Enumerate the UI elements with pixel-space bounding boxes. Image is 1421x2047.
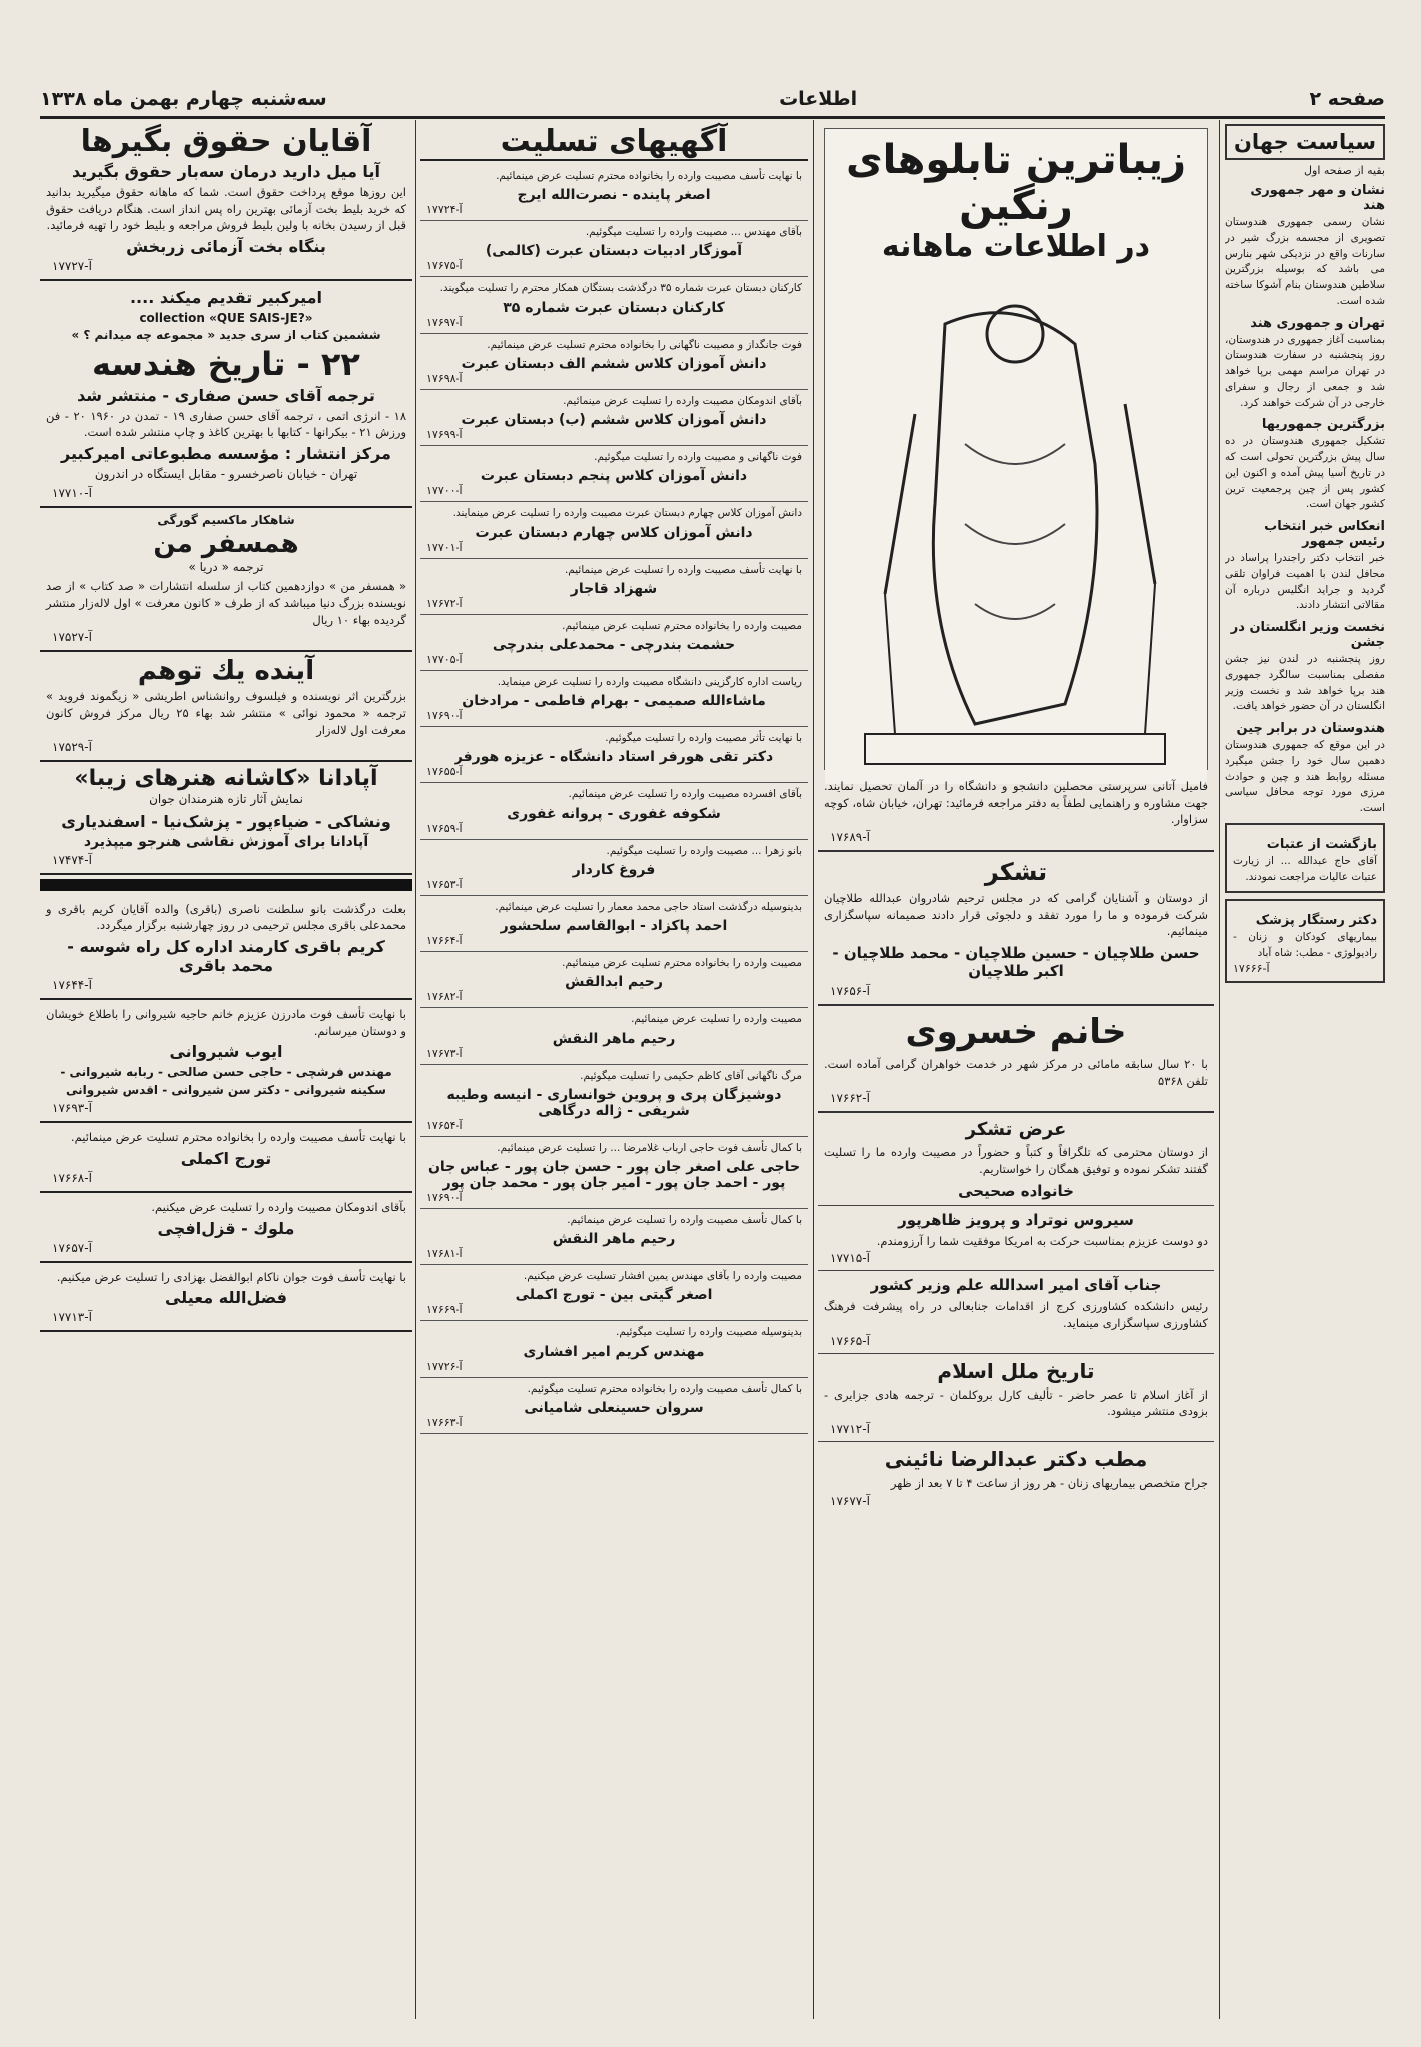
- ad-code: آ-۱۷۶۹۰: [426, 709, 463, 723]
- notice-text: با کمال تأسف مصیبت وارده را بخانواده محترم تسلیت میگوئیم.: [527, 1382, 802, 1395]
- condolence-notice: [420, 952, 808, 1008]
- ad-signer: بنگاه بخت آزمائی زربخش: [126, 237, 326, 257]
- ad-lead: امیرکبیر تقدیم میکند ....: [129, 288, 323, 308]
- notice-text: مصیبت وارده را تسلیت عرض مینمائیم.: [631, 1013, 802, 1026]
- advertisements-column: [40, 120, 412, 2019]
- feature-column: [818, 120, 1214, 2019]
- notice-body: آقای حاج عبدالله ... از زیارت عتبات عالیات مراجعت نمودند.: [1233, 854, 1377, 883]
- notice-signer: تورج اکملی: [180, 1148, 272, 1168]
- ad-text: بزرگترین اثر نویسنده و فیلسوف روانشناس اطریشی « زیگموند فروید » ترجمه « محمود نوائی » منتشر شد بهاء ۲۵ ریال مرکز فروش کانون معرفت اول لاله‌زار: [46, 689, 407, 737]
- gallery-title: آپادانا «کاشانه هنرهای زیبا»: [74, 766, 378, 792]
- notice-signer: کریم باقری کارمند اداره کل راه شوسه - محمد باقری: [67, 937, 385, 976]
- condolence-notice: [420, 165, 808, 221]
- notice-block: [818, 1447, 1214, 1508]
- world-politics-title: سیاست جهان: [1225, 124, 1385, 160]
- condolence-notice: [420, 446, 808, 502]
- book-ad-companion: [40, 508, 412, 653]
- ad-code: آ-۱۷۶۹۷: [426, 315, 463, 329]
- notice-text: بآقای افسرده مصیبت وارده را تسلیت عرض مینمائیم.: [568, 788, 802, 801]
- notice-signer: اصغر گیتی بین - تورج اکملی: [515, 1287, 713, 1304]
- divider: [818, 1270, 1214, 1271]
- ad-code: آ-۱۷۶۶۳: [426, 1415, 463, 1429]
- publisher-line: مرکز انتشار : مؤسسه مطبوعاتی امیرکبیر: [61, 444, 391, 464]
- publisher-address: تهران - خیابان ناصرخسرو - مقابل ایستگاه در اندرون: [94, 467, 358, 482]
- book-ad-geometry: [40, 281, 412, 508]
- ad-text: ۱۸ - انرژی اتمی ، ترجمه آقای حسن صفاری ۱۹ - تمدن در ۱۹۶۰ ۲۰ - فن ورزش ۲۱ - بیکرانها - کتابها با بهترین کاغذ و چاپ منتشر شده است.: [46, 408, 406, 440]
- ad-code: آ-۱۷۶۸۲: [426, 990, 463, 1004]
- notice-text: فوت ناگهانی و مصیبت وارده را تسلیت میگوئیم.: [594, 451, 802, 464]
- illustration-panel: [824, 128, 1208, 770]
- notice-text: بآقای مهندس ... مصیبت وارده را تسلیت میگوئیم.: [585, 226, 802, 239]
- notice-text: مصیبت وارده را بخانواده محترم تسلیت عرض مینمائیم.: [562, 619, 802, 632]
- divider: [818, 1004, 1214, 1006]
- notice-signer: دانش آموزان کلاس ششم الف دبستان عبرت: [461, 355, 767, 372]
- notice-title: جناب آقای امیر اسدالله علم وزیر کشور: [870, 1276, 1162, 1295]
- notice-text: دانش آموزان کلاس چهارم دبستان عبرت مصیبت وارده را تسلیت عرض مینمایند.: [452, 507, 802, 520]
- ad-text: این روزها موقع پرداخت حقوق است. شما که ماهانه حقوق میگیرید بدانید که خرید بلیط بخت آزمائی بهترین راه پس انداز است. هنگام دریافت حقوق قبل از رسیدن بخانه با ولین بلیط فروش مراجعه و بلیط خود را تهیه فرمائید.: [46, 185, 406, 233]
- section-heading: نشان و مهر جمهوری هند: [1250, 183, 1385, 213]
- ad-code: آ-۱۷۶۷۵: [426, 259, 463, 273]
- condolence-notice: [420, 1137, 808, 1209]
- ad-code: آ-۱۷۵۲۹: [52, 740, 92, 755]
- notice-text: با نهایت تأسف مصیبت وارده را بخانواده محترم تسلیت عرض مینمائیم.: [70, 1130, 406, 1145]
- condolence-notice: [420, 615, 808, 671]
- notice-text: مصیبت وارده را بآقای مهندس یمین افشار تسلیت عرض میکنیم.: [523, 1270, 802, 1283]
- condolence-column: [420, 120, 808, 2019]
- lottery-ad: [40, 120, 412, 281]
- notice-text: با نهایت تأسف فوت مادرزن عزیزم خانم حاجیه شیروانی را باطلاع خویشان و دوستان میرسانم.: [46, 1007, 406, 1038]
- world-section: [1225, 417, 1385, 513]
- ad-code: آ-۱۷۷۱۵: [830, 1251, 870, 1266]
- condolence-notice: [420, 1008, 808, 1064]
- gallery-artists: ونشاکی - ضیاءپور - پزشک‌نیا - اسفندیاری: [61, 811, 391, 831]
- condolence-notice: [420, 727, 808, 783]
- notice-box: [1225, 823, 1385, 894]
- column-rule: [415, 120, 416, 2019]
- column-rule: [813, 120, 814, 2019]
- notice-signer: فروغ کاردار: [572, 861, 656, 878]
- ad-code: آ-۱۷۴۷۴: [52, 852, 92, 867]
- notice-text: با نهایت تأثر مصیبت وارده را تسلیت میگوئیم.: [605, 732, 802, 745]
- notice-signer: دوشیزگان پری و پروین خوانساری - انیسه وطیبه شریفی - ژاله درگاهی: [446, 1086, 782, 1119]
- notice-signer: خانواده صحیحی: [958, 1181, 1074, 1200]
- ad-code: آ-۱۷۷۱۲: [830, 1422, 870, 1437]
- ad-code: آ-۱۷۷۲۴: [426, 203, 463, 217]
- condolence-notice: [420, 783, 808, 839]
- notice-text: مرگ ناگهانی آقای کاظم حکیمی را تسلیت میگوئیم.: [580, 1069, 802, 1082]
- condolence-notice: [420, 502, 808, 558]
- ad-code: آ-۱۷۶۹۳: [52, 1101, 92, 1116]
- translator-line: ترجمه « دریا »: [188, 559, 264, 574]
- ad-code: آ-۱۷۶۵۶: [830, 984, 870, 999]
- ad-code: آ-۱۷۶۹۸: [426, 371, 463, 385]
- notice-signer: فضل‌الله معیلی: [164, 1288, 287, 1308]
- notice-signer: شکوفه غفوری - پروانه غفوری: [507, 805, 721, 822]
- gratitude-notice: [818, 1119, 1214, 1199]
- divider: [818, 1111, 1214, 1113]
- notice-text: از دوستان محترمی که تلگرافاً و کتباً و حضوراً در مصیبت وارده ما را تسلیت گفتند تشکر نموده و توفیق همگان را خواستاریم.: [824, 1145, 1208, 1177]
- paper-name: اطلاعات: [779, 88, 858, 110]
- notice-signer: حاجی علی اصغر جان پور - حسن جان پور - عباس جان پور - احمد جان پور - امیر جان پور - محمد جان پور: [427, 1158, 801, 1191]
- world-section: [1225, 721, 1385, 817]
- notice-text: بدینوسیله درگذشت استاد حاجی محمد معمار را تسلیت عرض مینمائیم.: [495, 900, 802, 913]
- notice-text: جراح متخصص بیماریهای زنان - هر روز از ساعت ۴ تا ۷ بعد از ظهر: [890, 1476, 1208, 1491]
- ad-code: آ-۱۷۷۰۱: [426, 540, 463, 554]
- notice-text: از آغاز اسلام تا عصر حاضر - تألیف کارل بروکلمان - ترجمه هادی جزایری - بزودی منتشر میشود.: [824, 1387, 1208, 1419]
- ad-text: « همسفر من » دوازدهمین کتاب از سلسله انتشارات « صد کتاب » از صد نویسنده بزرگ دنیا میباشد که از طرف « کانون معرفت » اول لاله‌زار منتشر گردیده بهاء ۱۰ ریال: [46, 579, 406, 627]
- section-body: خبر انتخاب دکتر راجندرا پراساد در محافل لندن با اهمیت فراوان تلقی گردید و جراید انگلیس درباره آن مقالاتی انتشار دادند.: [1225, 552, 1385, 612]
- section-heading: بزرگترین جمهوریها: [1261, 417, 1385, 433]
- column-rule: [1219, 120, 1220, 2019]
- ad-code: آ-۱۷۶۵۴: [426, 1118, 463, 1132]
- notice-signer: ماشاءالله صمیمی - بهرام فاطمی - مرادخان: [462, 693, 766, 710]
- ad-code: آ-۱۷۵۲۷: [52, 630, 92, 645]
- notice-text: با نهایت تأسف مصیبت وارده را بخانواده محترم تسلیت عرض مینمائیم.: [496, 170, 802, 182]
- world-section: [1225, 519, 1385, 614]
- notice-signer: دانش آموزان کلاس چهارم دبستان عبرت: [475, 524, 753, 541]
- notice-signer: حشمت بندرچی - محمدعلی بندرچی: [492, 636, 736, 653]
- ad-code: آ-۱۷۶۹۹: [426, 428, 463, 442]
- notice-text: بعلت درگذشت بانو سلطنت ناصری (باقری) والده آقایان کریم باقری و محمدعلی باقری مجلس ترحیمی در روز چهارشنبه برگزار میگردد.: [46, 901, 406, 933]
- ad-code: آ-۱۷۶۶۶: [1233, 961, 1270, 975]
- notice-text: کارکنان دبستان عبرت شماره ۳۵ درگذشت بستگان همکار محترم را تسلیت میگویند.: [439, 282, 802, 295]
- notice-signer: دانش آموزان کلاس ششم (ب) دبستان عبرت: [461, 412, 767, 429]
- thanks-notice: [818, 858, 1214, 998]
- notice-title: سیروس نوتراد و پرویز ظاهرپور: [898, 1210, 1134, 1229]
- ad-code: آ-۱۷۷۲۷: [52, 259, 92, 274]
- section-body: روز پنجشنبه در لندن نیز جشن مفصلی بمناسبت سالگرد جمهوری هند برپا خواهد شد و نخست وزیر انگلستان در آن حضور خواهد یافت.: [1225, 653, 1385, 713]
- ad-code: آ-۱۷۷۱۰: [52, 485, 92, 500]
- issue-date: سه‌شنبه چهارم بهمن ماه ۱۳۳۸: [40, 88, 327, 110]
- section-body: تشکیل جمهوری هندوستان در ده سال پیش بزرگترین تحولی است که در تاریخ آسیا پیش آمده و اکنون این کشور پس از چین پرجمعیت ترین کشور جهان است.: [1225, 435, 1385, 511]
- section-heading: تهران و جمهوری هند: [1250, 315, 1385, 331]
- illustration-title: زیباترین تابلوهای رنگین: [845, 137, 1187, 229]
- condolence-notice: [420, 1321, 808, 1377]
- section-heading: هندوستان در برابر چین: [1236, 721, 1385, 736]
- section-heading: نخست وزیر انگلستان در جشن: [1230, 620, 1385, 650]
- author-line: شاهکار ماکسیم گورگی: [157, 512, 295, 527]
- ad-code: آ-۱۷۶۵۵: [426, 765, 463, 779]
- world-section: [1225, 183, 1385, 310]
- masthead: [40, 82, 1385, 119]
- notice-title: عرض تشکر: [965, 1119, 1067, 1141]
- ad-code: آ-۱۷۶۴۴: [52, 978, 92, 993]
- illustration-image: [825, 264, 1207, 784]
- ad-code: آ-۱۷۶۶۴: [426, 934, 463, 948]
- memorial-notice: [40, 895, 412, 1000]
- condolence-notice: [420, 671, 808, 727]
- ad-code: آ-۱۷۶۹۰: [426, 1190, 463, 1204]
- ad-code: آ-۱۷۶۷۳: [426, 1046, 463, 1060]
- series-name-fa: ششمین کتاب از سری جدید « مجموعه چه میدانم ؟ »: [71, 328, 381, 343]
- divider: [818, 850, 1214, 852]
- condolence-title: آگهیهای تسلیت: [420, 124, 808, 161]
- divider: [818, 1441, 1214, 1442]
- condolence-notice: [420, 896, 808, 952]
- ad-text: با ۲۰ سال سابقه مامائی در مرکز شهر در خدمت خواهران گرامی آماده است. تلفن ۵۳۶۸: [824, 1057, 1208, 1088]
- notice-signer: دانش آموزان کلاس پنجم دبستان عبرت: [480, 468, 748, 485]
- notice-heading: دکتر رستگار پزشک: [1255, 913, 1377, 929]
- notice-signer: ملوك - قزل‌افچی: [157, 1218, 295, 1238]
- condolence-notice: [420, 1378, 808, 1434]
- notice-title: تشکر: [984, 858, 1048, 887]
- gallery-text: آپادانا برای آموزش نقاشی هنرجو میپذیرد: [83, 833, 369, 850]
- ad-code: آ-۱۷۶۶۵: [830, 1333, 870, 1348]
- memorial-notice: [40, 1000, 412, 1123]
- notice-title: مطب دکتر عبدالرضا نائینی: [884, 1447, 1148, 1472]
- condolence-notice: [40, 1263, 412, 1333]
- ad-code: آ-۱۷۶۵۹: [426, 821, 463, 835]
- section-body: نشان رسمی جمهوری هندوستان تصویری از مجسمه بزرگ شیر در سارنات واقع در نزدیکی شهر بنارس می باشد که بوسیله بزرگترین سلاطین هندوستان بنام آشوکا ساخته شده است.: [1225, 216, 1385, 307]
- black-rule: [40, 879, 412, 891]
- book-ad-illusion: [40, 652, 412, 762]
- ad-code: آ-۱۷۷۲۶: [426, 1359, 463, 1373]
- condolence-notice: [420, 840, 808, 896]
- book-title: همسفر من: [153, 528, 299, 559]
- notice-text: ریاست اداره کارگزینی دانشگاه مصیبت وارده را تسلیت عرض مینماید.: [497, 675, 802, 688]
- condolence-notice: [420, 559, 808, 615]
- condolence-notice: [420, 277, 808, 333]
- translator-line: ترجمه آقای حسن صفاری - منتشر شد: [77, 385, 375, 405]
- gallery-line: نمایش آثار تازه هنرمندان جوان: [149, 792, 303, 807]
- notice-signers: حسن طلاچیان - حسین طلاچیان - محمد طلاچیان - اکبر طلاچیان: [832, 944, 1200, 981]
- notice-signer: رحیم ماهر النقش: [552, 1231, 676, 1248]
- ad-code: آ-۱۷۶۸۹: [830, 830, 870, 845]
- notice-text: با کمال تأسف فوت حاجی ارباب غلامرضا ... را تسلیت عرض مینمائیم.: [497, 1141, 802, 1154]
- notice-title: تاریخ ملل اسلام: [937, 1358, 1095, 1383]
- page-number: صفحه ۲: [1309, 88, 1385, 110]
- notice-signer: احمد پاکزاد - ابوالقاسم سلحشور: [500, 918, 728, 935]
- continuation-note: بقیه از صفحه اول: [1304, 164, 1385, 177]
- book-title: آینده یك توهم: [137, 656, 315, 687]
- condolence-notice: [40, 1193, 412, 1263]
- world-politics-column: [1225, 120, 1385, 2019]
- world-section: [1225, 316, 1385, 412]
- notice-text: با نهایت تأسف مصیبت وارده را تسلیت عرض مینمائیم.: [564, 563, 802, 576]
- section-heading: انعکاس خبر انتخاب رئیس جمهور: [1264, 519, 1385, 549]
- ad-code: آ-۱۷۷۰۰: [426, 484, 463, 498]
- condolence-notice: [420, 221, 808, 277]
- notice-text: رئیس دانشکده کشاورزی کرج از اقدامات جنابعالی در راه پیشرفت فرهنگ کشاورزی سپاسگزاری مینماید.: [824, 1299, 1208, 1331]
- ad-code: آ-۱۷۶۶۲: [830, 1091, 870, 1106]
- notice-signer: کارکنان دبستان عبرت شماره ۳۵: [503, 299, 725, 316]
- notice-signer: آموزگار ادبیات دبستان عبرت (کالمی): [485, 243, 743, 260]
- notice-signer: اصغر پاینده - نصرت‌الله ایرج: [517, 187, 711, 204]
- notice-text: بدینوسیله مصیبت وارده را تسلیت میگوئیم.: [616, 1326, 802, 1339]
- notice-names: مهندس فرشچی - حاجی حسن صالحی - ربابه شیروانی - سکینه شیروانی - دکتر سن شیروانی - اقدس شیروانی: [60, 1065, 392, 1097]
- notice-text: با کمال تأسف مصیبت وارده را تسلیت عرض مینمائیم.: [567, 1213, 802, 1226]
- ad-code: آ-۱۷۶۵۳: [426, 877, 463, 891]
- condolence-notice: [420, 390, 808, 446]
- ad-code: آ-۱۷۶۶۸: [52, 1170, 92, 1185]
- notice-signer: شهزاد قاجار: [570, 580, 658, 597]
- book-title: ۲۲ - تاریخ هندسه: [92, 344, 360, 383]
- notice-signer: ایوب شیروانی: [169, 1042, 283, 1062]
- notice-block: [818, 1359, 1214, 1436]
- notice-text: بآقای اندومکان مصیبت وارده را تسلیت عرض مینمائیم.: [563, 394, 802, 407]
- ad-code: آ-۱۷۶۷۷: [830, 1493, 870, 1508]
- notice-text: از دوستان و آشنایان گرامی که در مجلس ترحیم شادروان عبدالله طلاچیان شرکت فرموده و ما را مورد تفقد و دلجوئی قرار دادند صمیمانه سپاسگزاری مینمائیم.: [824, 891, 1208, 939]
- condolence-notice: [420, 1065, 808, 1137]
- series-name: collection «QUE SAIS-JE?»: [139, 311, 313, 326]
- ad-title: آقایان حقوق بگیرها: [80, 124, 372, 159]
- notice-body: بیماریهای کودکان و زنان - رادیولوژی - مطب: شاه آباد: [1233, 931, 1377, 959]
- section-body: در این موقع که جمهوری هندوستان دهمین سال خود را جشن میگیرد مسئله روابط هند و چین و حوادث مرزی مورد توجه محافل سیاسی است.: [1225, 739, 1385, 814]
- ad-code: آ-۱۷۶۸۱: [426, 1247, 463, 1261]
- ad-code: آ-۱۷۶۵۷: [52, 1240, 92, 1255]
- notice-signer: رحیم ابدالقش: [565, 974, 663, 991]
- ad-code: آ-۱۷۶۷۲: [426, 596, 463, 610]
- divider: [818, 1353, 1214, 1354]
- notice-box: [1225, 899, 1385, 983]
- notice-text: فوت جانگداز و مصیبت ناگهانی را بخانواده محترم تسلیت عرض مینمائیم.: [487, 338, 802, 351]
- midwife-ad: [818, 1012, 1214, 1105]
- notice-text: با نهایت تأسف فوت جوان ناکام ابوالفضل بهزادی را تسلیت عرض میکنیم.: [56, 1269, 406, 1284]
- notice-heading: بازگشت از عتبات: [1266, 836, 1377, 852]
- condolence-notice: [420, 334, 808, 390]
- condolence-notice: [420, 1209, 808, 1265]
- divider: [818, 1205, 1214, 1206]
- condolence-notice: [40, 1123, 412, 1193]
- notice-block: [818, 1211, 1214, 1266]
- notice-text: دو دوست عزیزم بمناسبت حرکت به امریکا موفقیت شما را آرزومندم.: [876, 1233, 1208, 1248]
- notice-text: مصیبت وارده را بخانواده محترم تسلیت عرض مینمائیم.: [562, 957, 802, 970]
- notice-text: بآقای اندومکان مصیبت وارده را تسلیت عرض میکنیم.: [151, 1199, 406, 1214]
- notice-signer: رحیم ماهر النقش: [552, 1030, 676, 1047]
- condolence-notice: [420, 1265, 808, 1321]
- illustration-subtitle: در اطلاعات ماهانه: [881, 229, 1151, 264]
- study-abroad-ad: [818, 778, 1214, 844]
- ad-title: خانم خسروی: [905, 1012, 1127, 1053]
- notice-block: [818, 1276, 1214, 1347]
- notice-signer: دکتر تقی هورفر استاد دانشگاه - عزیزه هورفر: [454, 749, 774, 766]
- notice-signer: مهندس کریم امیر افشاری: [523, 1343, 705, 1360]
- ad-code: آ-۱۷۷۱۳: [52, 1310, 92, 1325]
- ad-text: فامیل آتانی سرپرستی محصلین دانشجو و دانشگاه را در آلمان تحصیل نمایند. جهت مشاوره و راهنمایی لطفاً به دفتر مراجعه فرمائید: تهران، خیابان شاه، کوچه سزاوار.: [824, 779, 1208, 827]
- ad-code: آ-۱۷۷۰۵: [426, 652, 463, 666]
- notice-signer: سروان حسینعلی شامیانی: [524, 1399, 704, 1416]
- world-section: [1225, 620, 1385, 715]
- ad-subtitle: آیا میل دارید درمان سه‌بار حقوق بگیرید: [72, 162, 380, 181]
- section-body: بمناسبت آغاز جمهوری در هندوستان، روز پنجشنبه در سفارت هندوستان در تهران مراسم مهمی برپا خواهد شد و جمعی از رجال و سفرای خارجی در آن شرکت خواهند کرد.: [1225, 333, 1385, 409]
- gallery-ad: [40, 762, 412, 874]
- notice-text: بانو زهرا ... مصیبت وارده را تسلیت میگوئیم.: [606, 844, 802, 857]
- ad-code: آ-۱۷۶۶۹: [426, 1303, 463, 1317]
